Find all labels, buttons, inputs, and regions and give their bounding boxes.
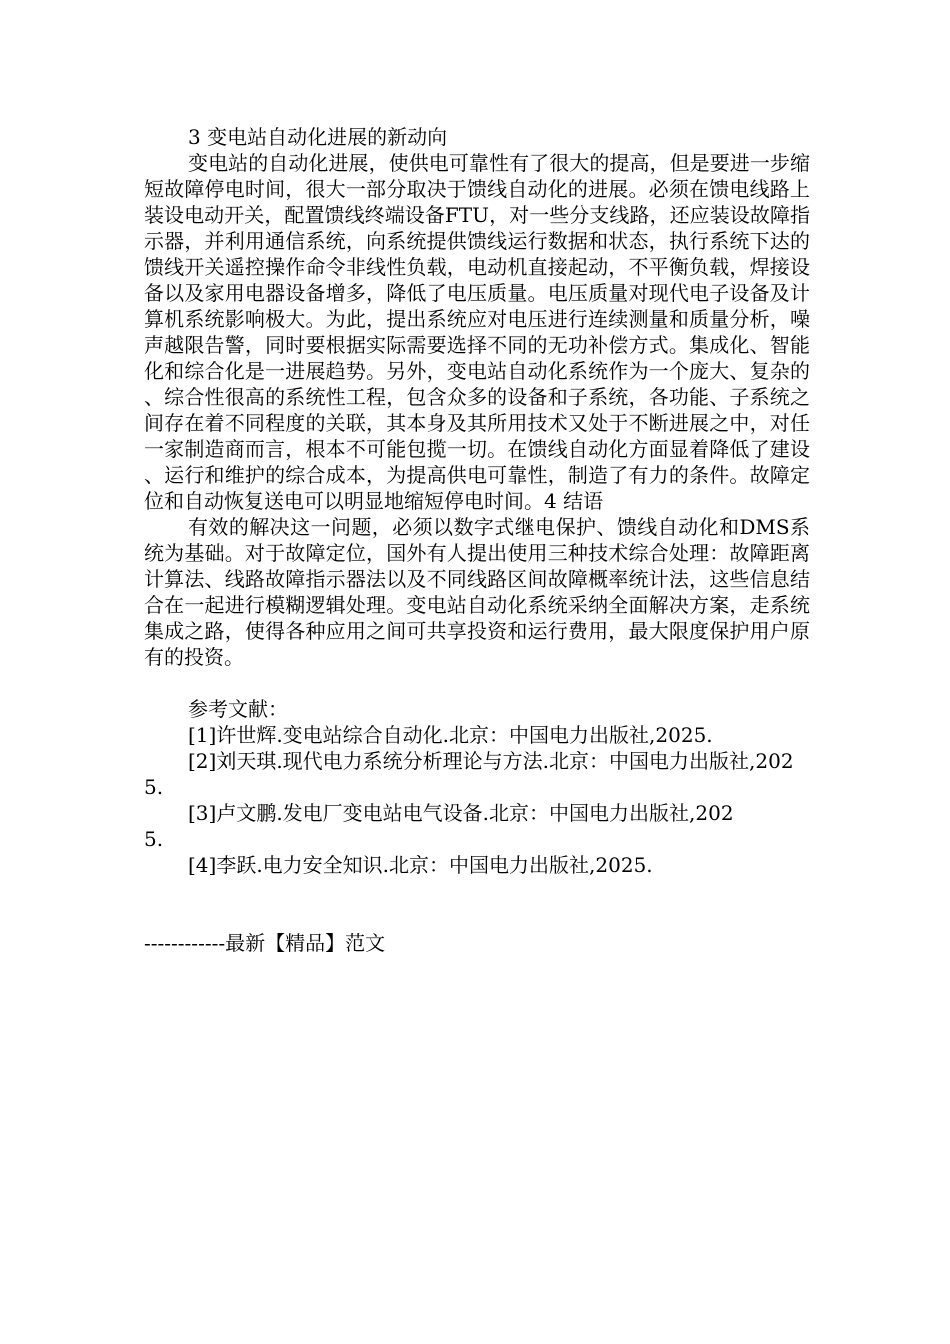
spacer <box>144 670 810 696</box>
body-paragraph-1: 变电站的自动化进展，使供电可靠性有了很大的提高，但是要进一步缩短故障停电时间，很大一部分取决于馈线自动化的进展。必须在馈电线路上装设电动开关，配置馈线终端设备FTU，对一些分支线路，还应装设故障指示器，并利用通信系统，向系统提供馈线运行数据和状态，执行系统下达的馈线开关遥控操作命令非线性负载，电动机直接起动，不平衡负载，焊接设备以及家用电器设备增多，降低了电压质量。电压质量对现代电子设备及计算机系统影响极大。为此，提出系统应对电压进行连续测量和质量分析，噪声越限告警，同时要根据实际需要选择不同的无功补偿方式。集成化、智能化和综合化是一进展趋势。另外，变电站自动化系统作为一个庞大、复杂的、综合性很高的系统性工程，包含众多的设备和子系统，各功能、子系统之间存在着不同程度的关联，其本身及其所用技术又处于不断进展之中，对任一家制造商而言，根本不可能包揽一切。在馈线自动化方面显着降低了建设、运行和维护的综合成本，为提高供电可靠性，制造了有力的条件。故障定位和自动恢复送电可以明显地缩短停电时间。4 结语 <box>144 151 810 513</box>
reference-item-4: [4]李跃.电力安全知识.北京：中国电力出版社,2025. <box>188 853 653 877</box>
reference-item-2: [2]刘天琪.现代电力系统分析理论与方法.北京：中国电力出版社,2025. <box>144 749 794 799</box>
reference-item-3: [3]卢文鹏.发电厂变电站电气设备.北京：中国电力出版社,2025. <box>144 801 734 851</box>
body-paragraph-2: 有效的解决这一问题，必须以数字式继电保护、馈线自动化和DMS系统为基础。对于故障定位，国外有人提出使用三种技术综合处理：故障距离计算法、线路故障指示器法以及不同线路区间故障概率统计法，这些信息结合在一起进行模糊逻辑处理。变电站自动化系统采纳全面解决方案，走系统集成之路，使得各种应用之间可共享投资和运行费用，最大限度保护用户原有的投资。 <box>144 515 810 669</box>
spacer <box>144 878 810 904</box>
spacer <box>144 904 810 930</box>
section-heading: 3 变电站自动化进展的新动向 <box>188 125 448 149</box>
document-body <box>144 124 810 956</box>
references-title: 参考文献： <box>188 697 288 721</box>
reference-item-1: [1]许世辉.变电站综合自动化.北京：中国电力出版社,2025. <box>188 723 713 747</box>
footer-text: ------------最新【精品】范文 <box>144 931 386 955</box>
